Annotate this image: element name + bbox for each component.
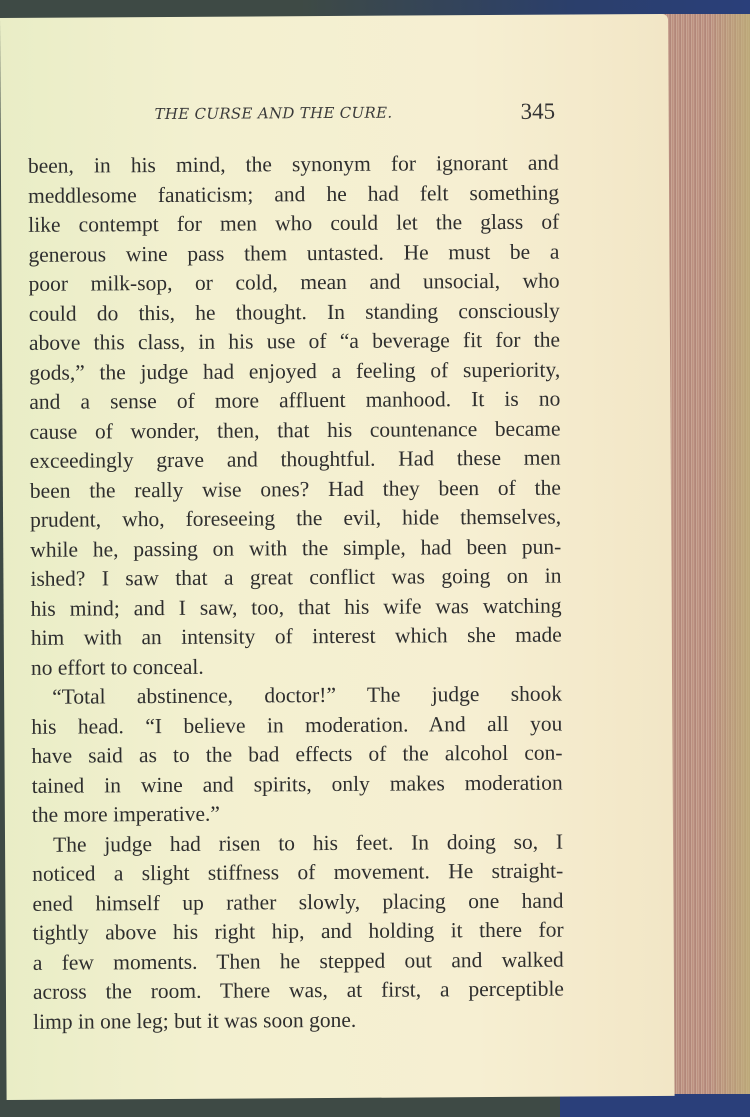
text-line: and a sense of more affluent manhood. It is no [29, 386, 561, 414]
text-line: his mind; and I saw, too, that his wife was watching [30, 593, 562, 621]
text-line: cause of wonder, then, that his countenance became [29, 416, 561, 444]
text-line: have said as to the bad effects of the alcohol con- [31, 740, 563, 768]
text-line: a few moments. Then he stepped out and walked [32, 947, 564, 975]
text-line: prudent, who, foreseeing the evil, hide themselves, [29, 504, 562, 532]
page-number: 345 [520, 98, 556, 124]
text-line: been, in his mind, the synonym for ignorant and [27, 150, 559, 178]
text-line: The judge had risen to his feet. In doing so, I [52, 829, 564, 857]
body-text [28, 149, 564, 1037]
text-line: across the room. There was, at first, a perceptible [32, 976, 565, 1004]
text-line: noticed a slight stiffness of movement. He straight- [32, 858, 564, 886]
text-line: while he, passing on with the simple, had been pun- [30, 534, 562, 562]
text-line: the more imperative.” [31, 801, 220, 827]
text-line: no effort to conceal. [30, 654, 204, 680]
text-line: ished? I saw that a great conflict was going on in [30, 563, 562, 591]
text-line: ened himself up rather slowly, placing one hand [32, 888, 564, 916]
text-line: gods,” the judge had enjoyed a feeling of superiority, [29, 357, 561, 385]
text-line: tightly above his right hip, and holding it there for [32, 917, 564, 945]
page-edges [662, 14, 750, 1094]
text-line: poor milk-sop, or cold, mean and unsocial, who [28, 268, 560, 296]
text-line: been the really wise ones? Had they been of the [29, 475, 561, 503]
text-line: him with an intensity of interest which she made [30, 622, 562, 650]
text-line: limp in one leg; but it was soon gone. [33, 1007, 357, 1034]
running-head: THE CURSE AND THE CURE. [154, 103, 393, 124]
text-line: generous wine pass them untasted. He must be a [28, 239, 560, 267]
text-line: “Total abstinence, doctor!” The judge shook [52, 681, 563, 709]
text-line: like contempt for men who could let the glass of [28, 209, 560, 237]
book-page [0, 14, 675, 1100]
text-line: exceedingly grave and thoughtful. Had these men [29, 445, 561, 473]
text-line: could do this, he thought. In standing consciously [28, 298, 560, 326]
text-line: above this class, in his use of “a beverage fit for the [28, 327, 561, 355]
text-line: his head. “I believe in moderation. And all you [31, 711, 563, 739]
text-line: tained in wine and spirits, only makes moderation [31, 770, 563, 798]
text-line: meddlesome fanaticism; and he had felt something [28, 180, 560, 208]
